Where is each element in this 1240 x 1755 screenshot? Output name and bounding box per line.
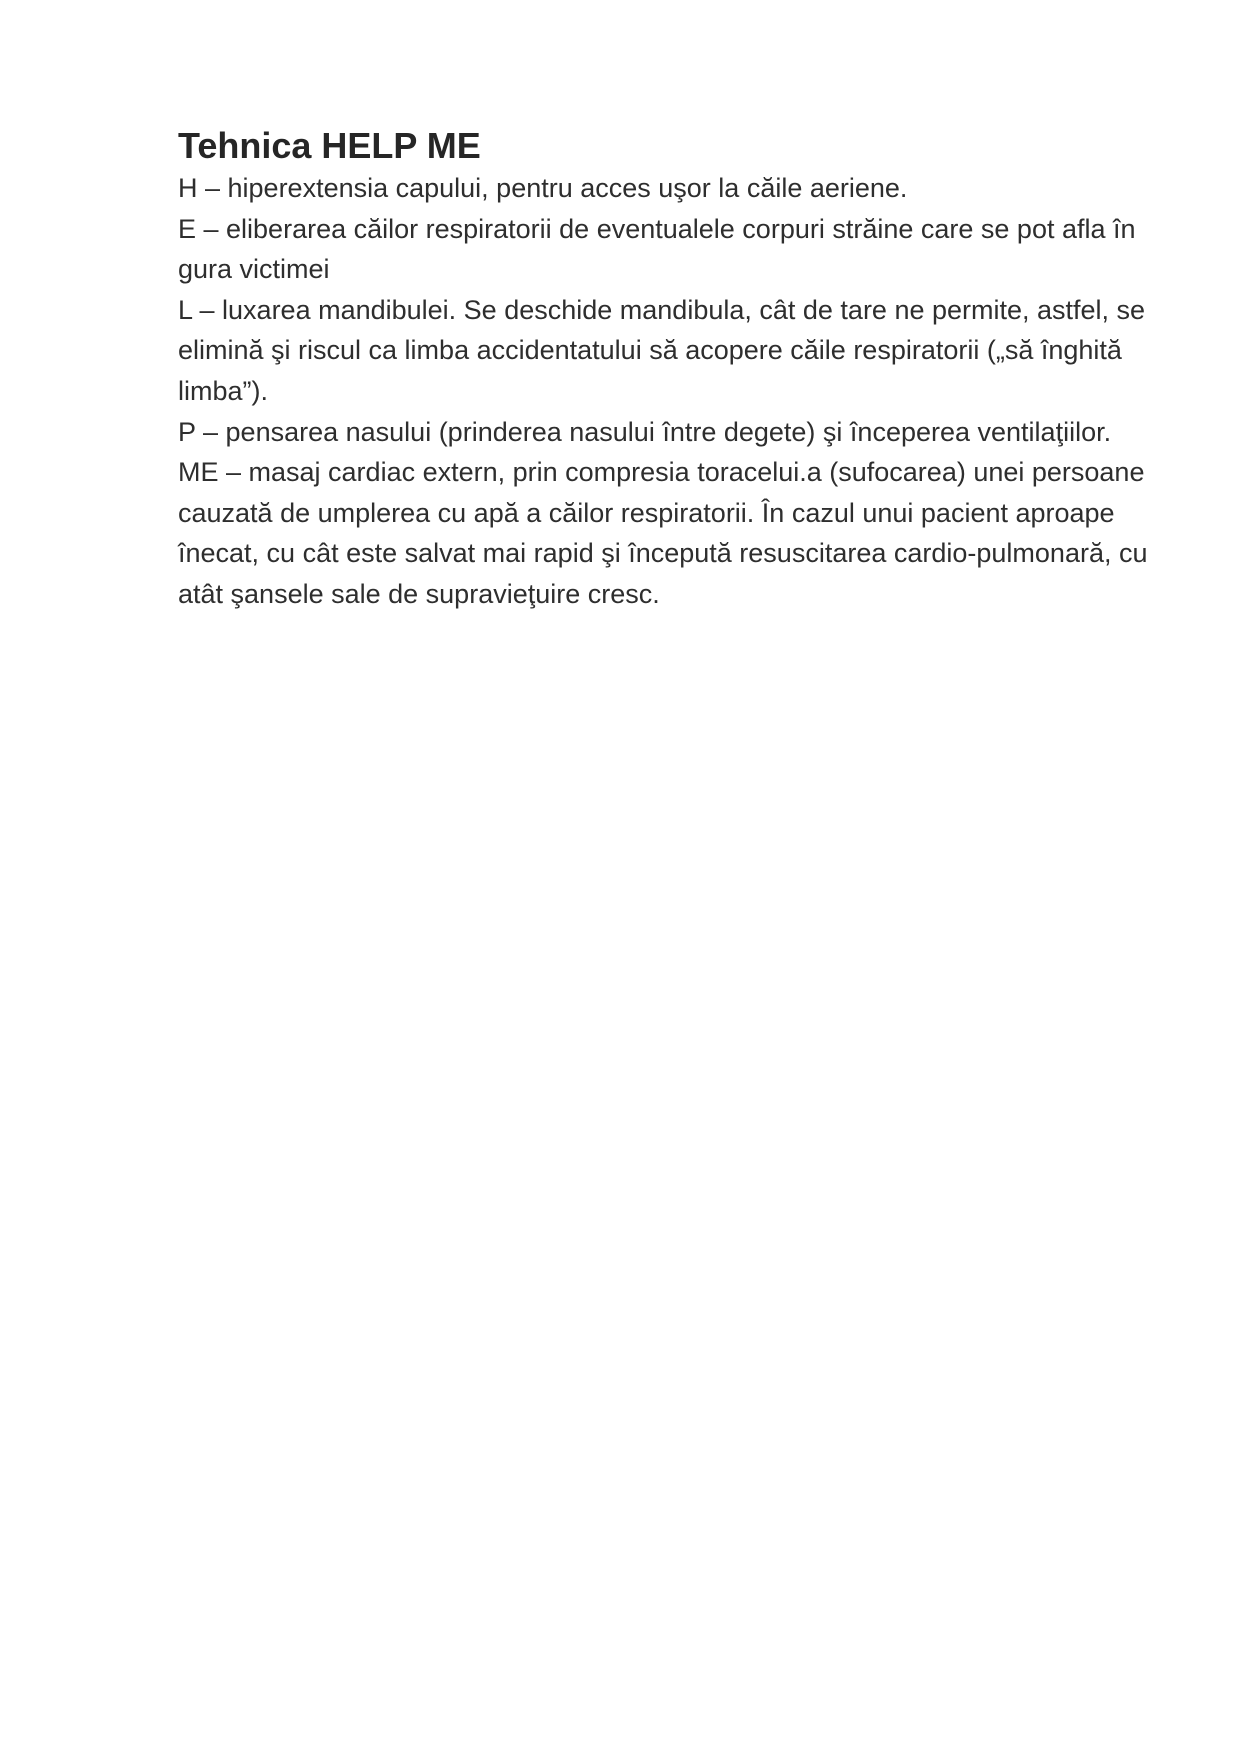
- paragraph-me: ME – masaj cardiac extern, prin compresia toracelui.a (sufocarea) unei persoane cauzată de umplerea cu apă a căilor respiratorii. În cazul unui pacient aproape înecat, cu cât este salvat mai rapid şi începută resuscitarea cardio-pulmonară, cu atât şansele sale de supravieţuire cresc.: [178, 457, 1148, 609]
- paragraph-h: H – hiperextensia capului, pentru acces uşor la căile aeriene.: [178, 173, 908, 203]
- document-body: [178, 124, 1148, 615]
- paragraph-l: L – luxarea mandibulei. Se deschide mandibula, cât de tare ne permite, astfel, se elimină şi riscul ca limba accidentatului să acopere căile respiratorii („să înghită limba”).: [178, 294, 1146, 406]
- paragraph-e: E – eliberarea căilor respiratorii de eventualele corpuri străine care se pot afla în gura victimei: [178, 213, 1136, 285]
- paragraph-p: P – pensarea nasului (prinderea nasului între degete) şi începerea ventilaţiilor.: [178, 416, 1112, 447]
- document-title: Tehnica HELP ME: [178, 125, 481, 166]
